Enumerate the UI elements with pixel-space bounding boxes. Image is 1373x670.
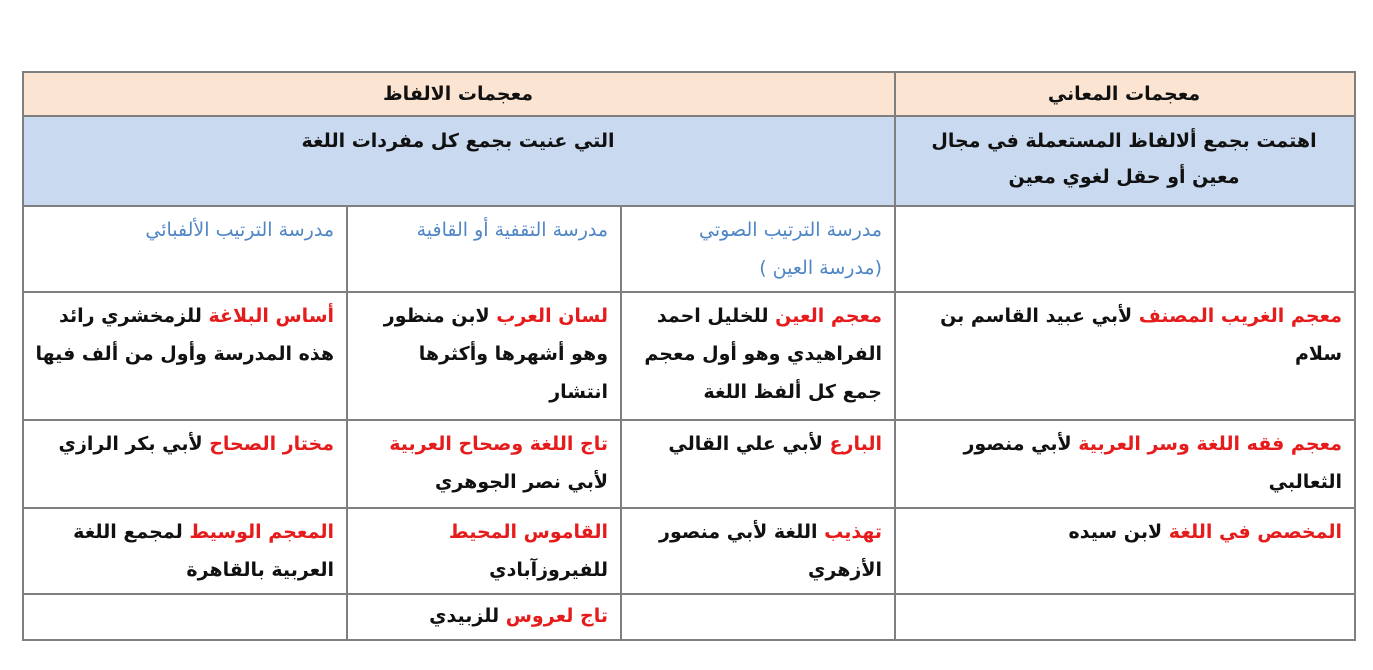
dictionary-cell-alphabetical [23,420,347,508]
description-row [23,116,1355,206]
dictionary-author: لمجمع اللغة العربية بالقاهرة [73,521,335,581]
table-row [23,420,1355,508]
dictionary-title: تاج لعروس [505,605,609,627]
dictionary-title: معجم فقه اللغة وسر العربية [1078,433,1343,455]
dictionary-cell-phonetic [621,420,895,508]
table-row [23,508,1355,594]
dictionary-cell-alphabetical [23,508,347,594]
header-words-dictionaries: معجمات الالفاظ [23,72,895,116]
dictionary-title: القاموس المحيط [448,521,609,543]
dictionary-title: تهذيب [824,521,883,543]
dictionary-cell-meanings [895,292,1355,420]
dictionary-author: لابن سيده [1068,521,1169,543]
dictionary-cell-rhyme [347,594,621,640]
dictionary-title: البارع [829,433,883,455]
dictionary-title: معجم الغريب المصنف [1138,305,1343,327]
schools-empty-cell [895,206,1355,292]
dictionaries-table [22,71,1356,641]
table-row [23,292,1355,420]
dictionary-title: مختار الصحاح [209,433,335,455]
dictionary-title: المخصص في اللغة [1168,521,1343,543]
school-alphabetical: مدرسة الترتيب الألفبائي [23,206,347,292]
dictionary-author: للخليل احمد الفراهيدي وهو أول معجم جمع كل ألفظ اللغة [644,305,883,403]
dictionary-cell-alphabetical-empty [23,594,347,640]
dictionary-title: لسان العرب [496,305,609,327]
description-meanings: اهتمت بجمع ألالفاظ المستعملة في مجال معين أو حقل لغوي معين [895,116,1355,206]
dictionary-title: المعجم الوسيط [189,521,335,543]
dictionary-cell-meanings [895,420,1355,508]
header-meanings-dictionaries: معجمات المعاني [895,72,1355,116]
dictionary-author: لأبي عبيد القاسم بن سلام [940,305,1343,365]
dictionary-title: تاج اللغة وصحاح العربية [389,433,609,455]
dictionary-author: للزبيدي [429,605,506,627]
dictionary-author: لأبي منصور الثعالبي [963,433,1343,493]
dictionary-author: لأبي بكر الرازي [58,433,210,455]
dictionary-cell-alphabetical [23,292,347,420]
dictionary-cell-meanings-empty [895,594,1355,640]
dictionary-author: للزمخشري رائد هذه المدرسة وأول من ألف فيها [35,305,335,365]
dictionary-title: معجم العين [775,305,883,327]
dictionary-cell-rhyme [347,292,621,420]
dictionary-author: اللغة لأبي منصور الأزهري [659,521,883,581]
dictionary-author: لابن منظور وهو أشهرها وأكثرها انتشار [383,305,609,403]
dictionary-cell-rhyme [347,508,621,594]
dictionary-cell-meanings [895,508,1355,594]
schools-row [23,206,1355,292]
table-row [23,594,1355,640]
dictionary-cell-phonetic-empty [621,594,895,640]
dictionary-author: لأبي علي القالي [668,433,830,455]
dictionary-title: أساس البلاغة [208,305,335,327]
dictionary-cell-phonetic [621,508,895,594]
school-rhyme: مدرسة التقفية أو القافية [347,206,621,292]
school-phonetic: مدرسة الترتيب الصوتي (مدرسة العين ) [621,206,895,292]
dictionary-cell-phonetic [621,292,895,420]
dictionary-author: لأبي نصر الجوهري [434,471,609,493]
description-words: التي عنيت بجمع كل مفردات اللغة [23,116,895,206]
dictionary-cell-rhyme [347,420,621,508]
dictionary-author: للفيروزآبادي [489,559,609,581]
header-row [23,72,1355,116]
